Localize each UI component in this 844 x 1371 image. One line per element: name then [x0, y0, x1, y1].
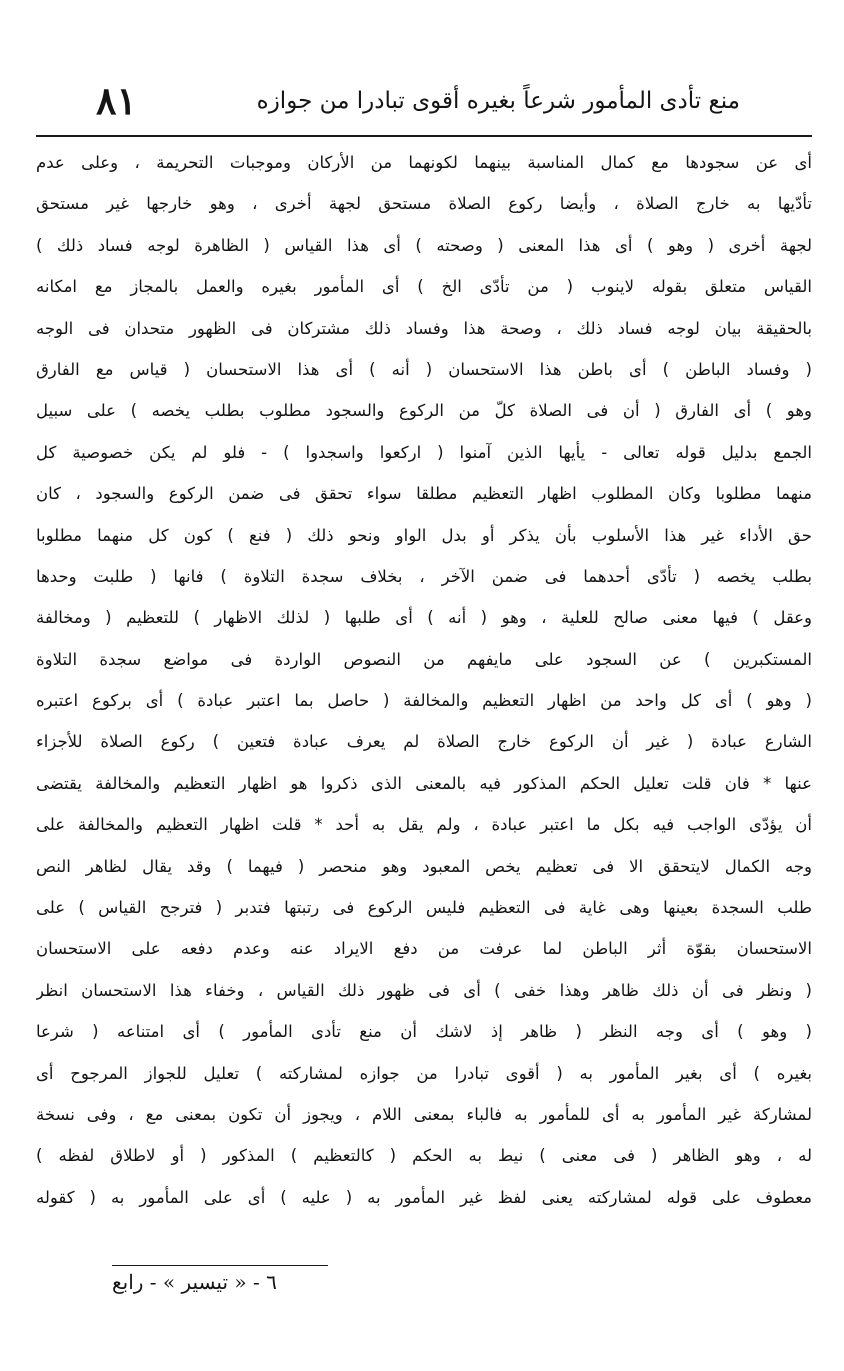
text-line: ( وفساد الباطن ) أى باطن هذا الاستحسان ( أنه ) أى هذا الاستحسان ( قياس مع الفارق — [36, 359, 812, 379]
text-line: ( ونظر فى أن ذلك ظاهر وهذا خفى ) أى فى ظهور ذلك القياس ، وخفاء هذا الاستحسان انظر — [36, 980, 812, 1000]
text-line: منهما مطلوبا وكان المطلوب اظهار التعظيم مطلقا سواء تحقق فى ضمن الركوع والسجود ، كان — [36, 484, 812, 504]
text-line: بالحقيقة بيان لوجه فساد ذلك ، وصحة هذا وفساد ذلك مشتركان فى الظهور متحدان فى الوجه — [36, 318, 812, 338]
text-line: تأدّيها به خارج الصلاة ، وأيضا ركوع الصلاة مستحق لجهة أخرى ، وهو خارجها غير مستحق — [36, 194, 812, 214]
text-line: بطلب يخصه ( تأدّى أحدهما فى ضمن الآخر ، بخلاف سجدة التلاوة ) فانها ( طلبت وحدها — [36, 566, 812, 586]
footer-signature: ٦ - « تيسير » - رابع — [112, 1270, 277, 1294]
text-line: طلب السجدة بعينها وهى غاية فى التعظيم فليس الركوع فى رتبتها فتدبر ( فترجح القياس ) على — [36, 898, 812, 918]
text-line: وهو ) أى الفارق ( أن فى الصلاة كلّ من الركوع والسجود مطلوب بطلب يخصه ) على سبيل — [36, 401, 812, 421]
text-line: عنها * فان قلت تعليل الحكم المذكور فيه بالمعنى الذى ذكروا هو اظهار التعظيم والمخالفة يقتضى — [36, 773, 812, 793]
text-line: معطوف على قوله لمشاركته يعنى لفظ غير المأمور به ( عليه ) أى على المأمور به ( كقوله — [36, 1187, 812, 1207]
text-line: لمشاركة غير المأمور به أى للمأمور به فالباء بمعنى اللام ، ويجوز أن تكون بمعنى مع ، وفى نسخة — [36, 1104, 812, 1124]
text-line: له ، وهو الظاهر ( فى معنى ) نيط به الحكم ( كالتعظيم ) المذكور ( أو لاطلاق لفظه ) — [36, 1146, 812, 1166]
text-line: الجمع بدليل قوله تعالى - يأيها الذين آمنوا ( اركعوا واسجدوا ) - فلو لم يكن خصوصية كل — [36, 442, 812, 462]
header-rule — [36, 135, 812, 137]
text-line: المستكبرين ) عن السجود على مايفهم من النصوص الواردة فى مواضع سجدة التلاوة — [36, 649, 812, 669]
text-line: حق الأداء غير هذا الأسلوب بأن يذكر أو بدل الواو ونحو ذلك ( فنع ) كون كل منهما مطلوبا — [36, 525, 812, 545]
text-line: أن يؤدّى الواجب فيه بكل ما اعتبر عبادة ، ولم يقل به أحد * قلت اظهار التعظيم والمخالفة على — [36, 815, 812, 835]
text-line: ( وهو ) أى وجه النظر ( ظاهر إذ لاشك أن منع تأدى المأمور ) أى امتناعه ( شرعا — [36, 1022, 812, 1042]
text-line: وعقل ) فيها معنى صالح للعلية ، وهو ( أنه ) أى طلبها ( لذلك الاظهار ) للتعظيم ( ومخالفة — [36, 608, 812, 628]
running-title: منع تأدى المأمور شرعاً بغيره أقوى تبادرا من جوازه — [256, 88, 740, 114]
page-number: ٨١ — [96, 78, 137, 123]
text-line: القياس متعلق بقوله لاينوب ( من تأدّى الخ ) أى المأمور بغيره والعمل بالمجاز مع امكانه — [36, 277, 812, 297]
text-line: ( وهو ) أى كل واحد من اظهار التعظيم والمخالفة ( حاصل بما اعتبر عبادة ) أى بركوع اعتبره — [36, 691, 812, 711]
text-line: وجه الكمال لايتحقق الا فى تعظيم يخص المعبود وهو منحصر ( فيهما ) وقد يقال لظاهر النص — [36, 856, 812, 876]
text-line: الاستحسان بقوّة أثر الباطن لما عرفت من دفع الايراد عنه وعدم دفعه على الاستحسان — [36, 939, 812, 959]
body-text — [36, 142, 812, 1218]
text-line: لجهة أخرى ( وهو ) أى هذا المعنى ( وصحته ) أى هذا القياس ( الظاهرة لوجه فساد ذلك ) — [36, 235, 812, 255]
text-line: أى عن سجودها مع كمال المناسبة بينهما لكونهما من الأركان وموجبات التحريمة ، وعلى عدم — [36, 153, 812, 172]
footer-rule — [112, 1265, 328, 1266]
text-line: الشارع عبادة ( غير أن الركوع خارج الصلاة لم يعرف عبادة فتعين ) ركوع الصلاة للأجزاء — [36, 732, 812, 752]
text-line: بغيره ) أى بغير المأمور به ( أقوى تبادرا من جوازه لمشاركته ) تعليل للجواز المرجوح أى — [36, 1063, 812, 1083]
page-header — [36, 78, 812, 132]
